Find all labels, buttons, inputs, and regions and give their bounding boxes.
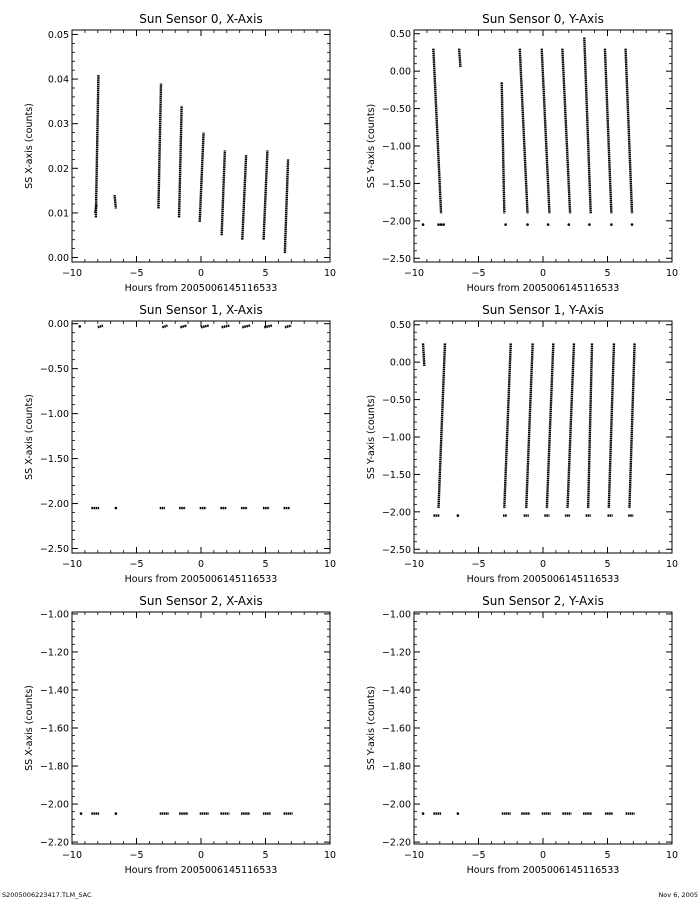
y-tick-label: −1.00: [39, 609, 69, 621]
y-axis-label: SS Y-axis (counts): [366, 685, 377, 771]
y-tick-label: −1.50: [39, 454, 69, 466]
data-point: [115, 812, 118, 815]
x-tick-label: −5: [471, 559, 486, 570]
x-tick-label: 10: [665, 268, 679, 279]
data-point: [568, 223, 571, 226]
x-tick-label: 0: [197, 850, 205, 861]
x-axis-label: Hours from 2005006145116533: [466, 574, 620, 585]
x-tick-label: 10: [323, 268, 337, 279]
y-tick-label: 0.05: [47, 29, 69, 41]
data-point: [504, 223, 507, 226]
plot-frame: [72, 612, 330, 844]
y-axis-label: SS Y-axis (counts): [366, 394, 377, 480]
data-run: [584, 37, 590, 213]
chart-title: Sun Sensor 2, Y-Axis: [482, 594, 604, 608]
x-tick-label: −10: [61, 268, 83, 279]
y-tick-label: −1.50: [381, 469, 411, 481]
y-axis-label: SS X-axis (counts): [24, 394, 35, 480]
y-axis-label: SS Y-axis (counts): [366, 103, 377, 189]
y-tick-label: −1.60: [381, 723, 411, 735]
chart-title: Sun Sensor 0, X-Axis: [139, 12, 263, 26]
chart-panel-1: [366, 12, 678, 294]
x-tick-label: 10: [323, 850, 337, 861]
data-run: [98, 325, 103, 327]
data-point: [437, 223, 440, 226]
data-run: [562, 49, 570, 214]
footer-date: Nov 6, 2005: [658, 891, 698, 899]
plot-frame: [414, 321, 672, 553]
data-run: [201, 325, 209, 327]
chart-title: Sun Sensor 1, X-Axis: [139, 303, 263, 317]
data-point: [115, 507, 118, 510]
data-point: [631, 223, 634, 226]
data-run: [629, 343, 634, 508]
y-tick-label: 0.00: [47, 319, 69, 331]
x-axis-label: Hours from 2005006145116533: [466, 865, 620, 876]
x-tick-label: 5: [262, 268, 269, 279]
chart-panel-5: [366, 594, 678, 876]
y-tick-label: −0.50: [381, 104, 411, 116]
x-tick-label: 5: [604, 850, 611, 861]
chart-panel-4: [24, 594, 336, 876]
data-run: [459, 49, 460, 68]
data-run: [242, 155, 246, 240]
x-tick-label: −10: [61, 850, 83, 861]
y-axis-label: SS X-axis (counts): [24, 685, 35, 771]
y-tick-label: −2.50: [39, 544, 69, 556]
x-tick-label: 0: [539, 850, 547, 861]
data-run: [158, 84, 161, 209]
y-tick-label: 0.01: [47, 208, 69, 220]
y-tick-label: −2.50: [381, 544, 411, 556]
y-tick-label: −2.00: [39, 499, 69, 511]
data-run: [96, 75, 99, 218]
y-tick-label: −2.50: [381, 253, 411, 265]
y-tick-label: −2.00: [381, 507, 411, 519]
x-tick-label: 10: [323, 559, 337, 570]
x-tick-label: −5: [471, 850, 486, 861]
data-run: [162, 325, 167, 327]
data-point: [422, 223, 425, 226]
data-run: [609, 343, 614, 508]
data-run: [115, 195, 116, 208]
data-point: [442, 223, 445, 226]
data-run: [285, 159, 288, 253]
data-point: [440, 223, 443, 226]
data-point: [80, 812, 83, 815]
data-run: [504, 343, 510, 508]
data-run: [222, 150, 225, 235]
data-run: [179, 106, 182, 218]
y-tick-label: −1.80: [39, 761, 69, 773]
x-tick-label: 5: [262, 559, 269, 570]
data-run: [626, 49, 632, 214]
y-axis-label: SS X-axis (counts): [24, 103, 35, 189]
plot-frame: [72, 321, 330, 553]
y-tick-label: 0.03: [47, 119, 69, 131]
x-tick-label: −5: [129, 559, 144, 570]
plot-frame: [414, 612, 672, 844]
data-run: [180, 325, 186, 327]
y-tick-label: −2.00: [39, 799, 69, 811]
x-axis-label: Hours from 2005006145116533: [124, 865, 278, 876]
data-run: [264, 150, 268, 239]
y-tick-label: −1.40: [381, 685, 411, 697]
x-tick-label: 10: [665, 850, 679, 861]
y-tick-label: −1.00: [381, 609, 411, 621]
y-tick-label: −1.20: [39, 647, 69, 659]
data-run: [423, 343, 424, 365]
y-tick-label: 0.50: [389, 320, 411, 332]
x-tick-label: −10: [403, 268, 425, 279]
plot-frame: [72, 30, 330, 262]
y-tick-label: 0.04: [47, 74, 69, 86]
x-tick-label: 0: [197, 268, 205, 279]
data-point: [547, 223, 550, 226]
data-point: [588, 223, 591, 226]
x-tick-label: −10: [403, 850, 425, 861]
data-run: [433, 49, 441, 214]
data-run: [520, 49, 528, 214]
y-tick-label: −1.20: [381, 647, 411, 659]
data-run: [526, 343, 532, 508]
data-run: [222, 325, 230, 327]
data-run: [439, 343, 445, 508]
y-tick-label: −1.00: [381, 141, 411, 153]
y-tick-label: −2.00: [381, 216, 411, 228]
y-tick-label: −2.20: [39, 837, 69, 849]
data-run: [200, 133, 204, 222]
chart-title: Sun Sensor 0, Y-Axis: [482, 12, 604, 26]
x-tick-label: 0: [539, 559, 547, 570]
data-run: [242, 325, 250, 327]
x-tick-label: −5: [129, 850, 144, 861]
y-tick-label: −1.50: [381, 178, 411, 190]
data-run: [605, 49, 611, 214]
data-run: [285, 325, 291, 327]
x-axis-label: Hours from 2005006145116533: [124, 574, 278, 585]
y-tick-label: 0.00: [389, 357, 411, 369]
y-tick-label: −1.60: [39, 723, 69, 735]
x-tick-label: −5: [129, 268, 144, 279]
x-tick-label: 5: [604, 268, 611, 279]
data-run: [568, 343, 574, 508]
chart-panel-2: [24, 303, 336, 585]
data-point: [610, 223, 613, 226]
y-tick-label: −2.00: [381, 799, 411, 811]
y-tick-label: −0.50: [39, 364, 69, 376]
x-tick-label: 0: [539, 268, 547, 279]
x-axis-label: Hours from 2005006145116533: [124, 283, 278, 294]
footer-filename: S2005006223417.TLM_SAC: [2, 891, 92, 899]
chart-title: Sun Sensor 1, Y-Axis: [482, 303, 604, 317]
data-point: [422, 812, 425, 815]
y-tick-label: 0.02: [47, 163, 69, 175]
chart-title: Sun Sensor 2, X-Axis: [139, 594, 263, 608]
x-tick-label: 5: [604, 559, 611, 570]
y-tick-label: −1.00: [381, 432, 411, 444]
chart-panel-3: [366, 303, 678, 585]
y-tick-label: −1.80: [381, 761, 411, 773]
x-tick-label: −10: [61, 559, 83, 570]
data-run: [547, 343, 553, 508]
y-tick-label: 0.00: [389, 66, 411, 78]
data-run: [542, 49, 550, 214]
x-tick-label: 10: [665, 559, 679, 570]
x-tick-label: 0: [197, 559, 205, 570]
x-axis-label: Hours from 2005006145116533: [466, 283, 620, 294]
data-point: [457, 812, 460, 815]
data-point: [78, 325, 81, 328]
y-tick-label: −1.00: [39, 409, 69, 421]
y-tick-label: 0.00: [47, 253, 69, 265]
data-run: [588, 343, 592, 508]
data-run: [502, 82, 505, 213]
x-tick-label: −5: [471, 268, 486, 279]
y-tick-label: 0.50: [389, 29, 411, 41]
data-point: [457, 514, 460, 517]
y-tick-label: −2.20: [381, 837, 411, 849]
data-point: [526, 223, 529, 226]
y-tick-label: −0.50: [381, 395, 411, 407]
chart-panel-0: [24, 12, 336, 294]
y-tick-label: −1.40: [39, 685, 69, 697]
x-tick-label: −10: [403, 559, 425, 570]
x-tick-label: 5: [262, 850, 269, 861]
